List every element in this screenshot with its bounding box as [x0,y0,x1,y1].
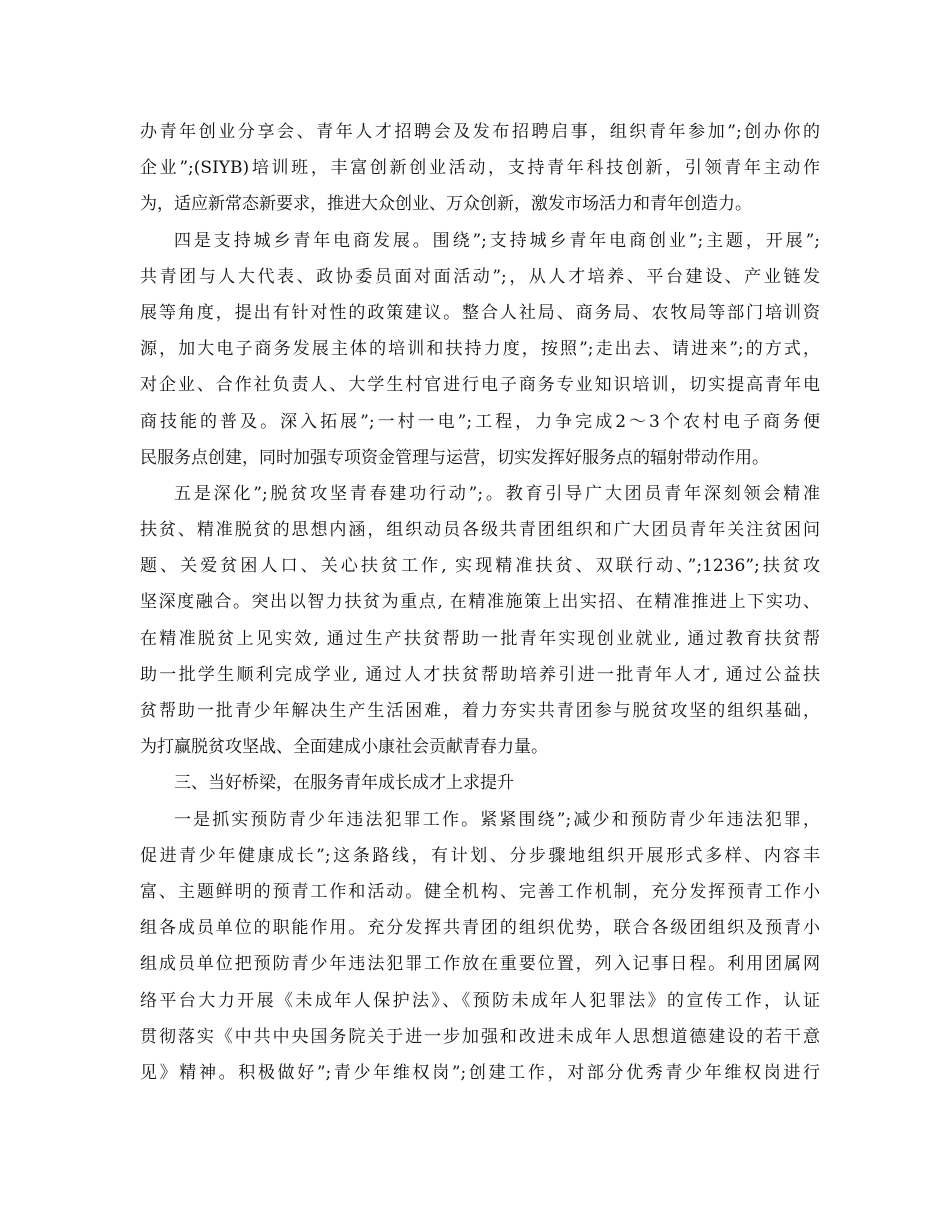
text-line: 组成员单位把预防青少年违法犯罪工作放在重要位置，列入记事日程。利用团属网 [140,954,820,975]
text-line: 展等角度，提出有针对性的政策建议。整合人社局、商务局、农牧局等部门培训资 [140,302,820,323]
text-line: 见》精神。积极做好”;青少年维权岗”;创建工作，对部分优秀青少年维权岗进行 [140,1062,820,1083]
text-line: 扶贫、精准脱贫的思想内涵，组织动员各级共青团组织和广大团员青年关注贫困问 [140,520,820,541]
text-line: 助一批学生顺利完成学业, 通过人才扶贫帮助培养引进一批青年人才, 通过公益扶 [140,664,820,685]
text-line: 贯彻落实《中共中央国务院关于进一步加强和改进未成年人思想道德建设的若干意 [140,1026,820,1047]
text-line: 对企业、合作社负责人、大学生村官进行电子商务专业知识培训，切实提高青年电 [140,375,820,396]
body-text [140,114,820,1091]
paragraph-start-line: 五是深化”;脱贫攻坚青春建功行动”;。教育引导广大团员青年深刻领会精准 [174,483,820,504]
text-line: 组各成员单位的职能作用。充分发挥共青团的组织优势，联合各级团组织及预青小 [140,918,820,939]
text-line: 贫帮助一批青少年解决生产生活困难，着力夯实共青团参与脱贫攻坚的组织基础， [140,701,820,721]
text-line: 题、关爱贫困人口、关心扶贫工作, 实现精准扶贫、双联行动、”;1236”;扶贫攻 [140,556,820,577]
text-line: 商技能的普及。深入拓展”;一村一电”;工程，力争完成2～3个农村电子商务便 [140,411,820,432]
text-line: 富、主题鲜明的预青工作和活动。健全机构、完善工作机制，充分发挥预青工作小 [140,881,820,902]
text-line: 络平台大力开展《未成年人保护法》、《预防未成年人犯罪法》的宣传工作，认证 [140,990,820,1011]
section-heading: 三、当好桥梁，在服务青年成长成才上求提升 [174,773,514,794]
text-line: 促进青少年健康成长”;这条路线，有计划、分步骤地组织开展形式多样、内容丰 [140,845,820,866]
paragraph-start-line: 四是支持城乡青年电商发展。围绕”;支持城乡青年电商创业”;主题，开展”; [174,230,820,251]
paragraph-start-line: 一是抓实预防青少年违法犯罪工作。紧紧围绕”;减少和预防青少年违法犯罪， [174,809,820,830]
text-line: 坚深度融合。突出以智力扶贫为重点, 在精准施策上出实招、在精准推进上下实功、 [140,592,820,613]
text-line: 民服务点创建，同时加强专项资金管理与运营，切实发挥好服务点的辐射带动作用。 [140,447,769,468]
text-line: 为打赢脱贫攻坚战、全面建成小康社会贡献青春力量。 [140,737,548,758]
text-line: 办青年创业分享会、青年人才招聘会及发布招聘启事，组织青年参加”;创办你的 [140,122,820,142]
text-line: 为，适应新常态新要求，推进大众创业、万众创新，激发市场活力和青年创造力。 [140,194,752,215]
text-line: 共青团与人大代表、政协委员面对面活动”;，从人才培养、平台建设、产业链发 [140,266,820,287]
text-line: 企业”;(SIYB)培训班，丰富创新创业活动，支持青年科技创新，引领青年主动作 [140,158,820,179]
text-line: 源，加大电子商务发展主体的培训和扶持力度，按照”;走出去、请进来”;的方式， [140,339,820,360]
text-line: 在精准脱贫上见实效, 通过生产扶贫帮助一批青年实现创业就业, 通过教育扶贫帮 [140,628,820,649]
